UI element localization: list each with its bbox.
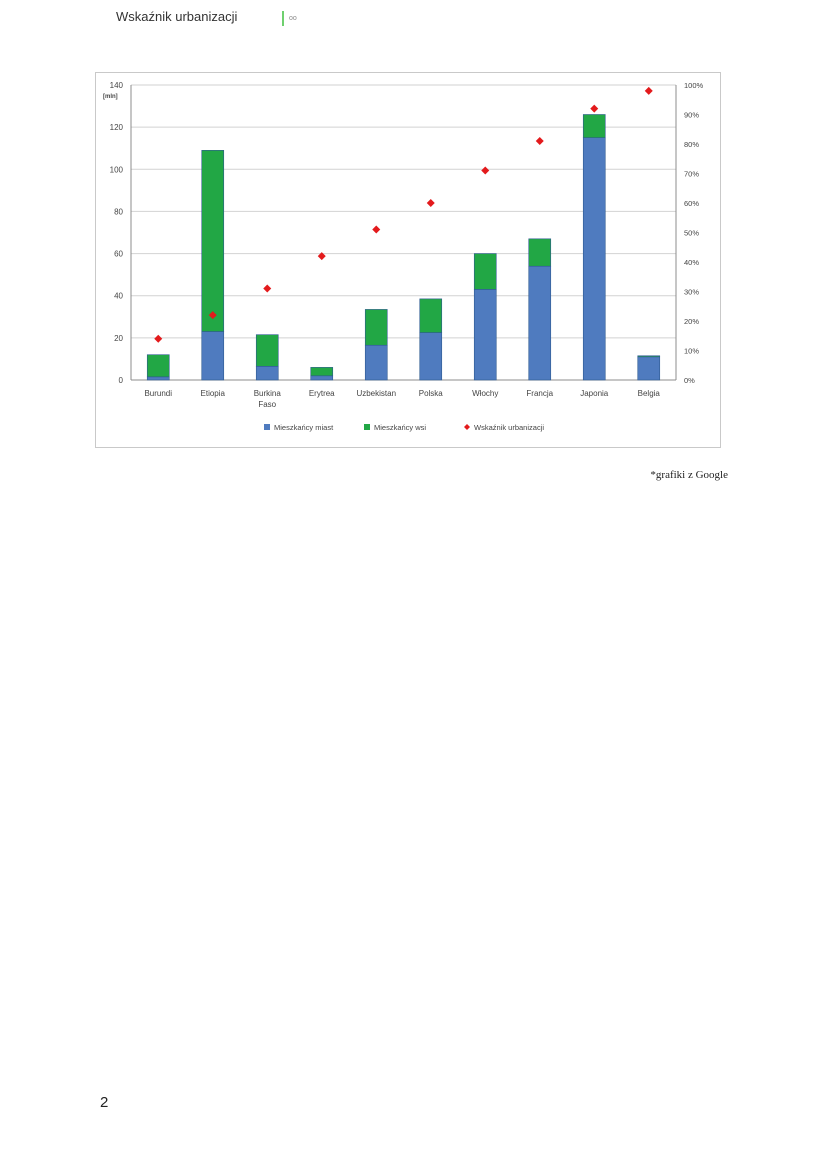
y-tick-label: 40 <box>114 291 123 301</box>
y-tick-label: 120 <box>109 123 123 133</box>
y2-tick-label: 80% <box>684 140 700 149</box>
y-tick-label: 80 <box>114 207 123 217</box>
y2-tick-label: 40% <box>684 258 700 267</box>
badge-bar-icon <box>282 11 284 26</box>
x-tick-label: Erytrea <box>308 389 335 398</box>
legend-swatch <box>364 424 370 430</box>
x-tick-label: Francja <box>526 389 554 398</box>
legend-swatch <box>264 424 270 430</box>
y2-tick-label: 50% <box>684 228 700 238</box>
bar-rural <box>420 299 442 333</box>
y2-tick-label: 20% <box>684 317 700 326</box>
y2-tick-label: 10% <box>684 346 700 356</box>
y2-tick-label: 60% <box>684 199 700 208</box>
bar-urban <box>202 332 224 380</box>
x-tick-label: Włochy <box>472 389 499 398</box>
bar-urban <box>147 377 169 380</box>
y-tick-label: 60 <box>114 249 123 259</box>
bar-urban <box>474 289 496 380</box>
bar-rural <box>365 309 387 345</box>
chart-heading: Wskaźnik urbanizacji <box>116 9 238 24</box>
x-tick-label: Belgia <box>637 389 660 398</box>
legend-label: Mieszkańcy miast <box>274 423 334 432</box>
x-tick-label: Burundi <box>144 389 173 398</box>
bar-urban <box>583 138 605 380</box>
legend-label: Mieszkańcy wsi <box>374 423 427 432</box>
y2-tick-label: 30% <box>684 287 700 297</box>
y-tick-label: 100 <box>109 165 123 175</box>
legend-diamond-icon <box>464 424 470 430</box>
bar-rural <box>256 335 278 367</box>
bar-urban <box>529 266 551 380</box>
bar-urban <box>365 345 387 380</box>
bar-rural <box>529 239 551 266</box>
bar-urban <box>311 376 333 380</box>
bar-urban <box>420 333 442 380</box>
x-tick-label: Etiopia <box>200 389 225 398</box>
x-tick-label: Uzbekistan <box>356 389 397 398</box>
chart-frame <box>95 72 721 448</box>
bar-rural <box>311 367 333 375</box>
bar-rural <box>583 115 605 138</box>
urbanization-chart <box>96 73 722 449</box>
y-tick-label: 140 <box>109 81 123 90</box>
bar-urban <box>256 366 278 380</box>
heading-badge <box>282 10 297 26</box>
badge-text: oo <box>289 14 297 22</box>
page-number: 2 <box>100 1094 109 1111</box>
bar-urban <box>638 357 660 380</box>
y-axis-unit: [mln] <box>103 94 118 100</box>
y2-tick-label: 100% <box>684 81 704 90</box>
bar-rural <box>474 254 496 290</box>
x-tick-label: Japonia <box>580 389 609 398</box>
y2-tick-label: 0% <box>684 376 695 385</box>
x-tick-label: Polska <box>418 389 443 398</box>
x-tick-label: Faso <box>258 400 277 409</box>
y2-tick-label: 70% <box>684 169 700 179</box>
y2-tick-label: 90% <box>684 110 700 120</box>
x-tick-label: Burkina <box>253 389 281 398</box>
y-tick-label: 20 <box>114 333 123 343</box>
image-credit: *grafiki z Google <box>650 469 728 481</box>
bar-rural <box>147 355 169 377</box>
bar-rural <box>638 356 660 357</box>
y-tick-label: 0 <box>118 376 123 385</box>
bar-rural <box>202 150 224 331</box>
legend-label: Wskaźnik urbanizacji <box>474 423 545 432</box>
